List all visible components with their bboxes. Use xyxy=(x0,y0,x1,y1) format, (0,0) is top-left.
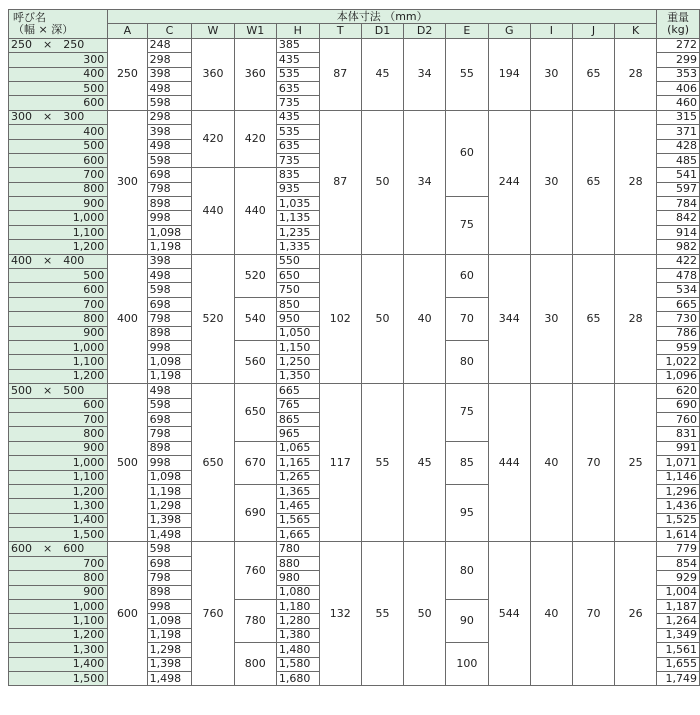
dim-t-cell: 132 xyxy=(319,542,361,686)
nominal-size-cell: 700 xyxy=(9,412,108,426)
dim-t-cell: 102 xyxy=(319,254,361,384)
dim-c-cell: 698 xyxy=(147,168,192,182)
dim-h-cell: 1,580 xyxy=(276,657,319,671)
nominal-size-cell: 800 xyxy=(9,312,108,326)
dim-k-cell: 26 xyxy=(615,542,657,686)
dim-w1-cell: 650 xyxy=(234,384,276,442)
dim-h-cell: 385 xyxy=(276,38,319,52)
nominal-size-cell: 900 xyxy=(9,326,108,340)
nominal-size-cell: 900 xyxy=(9,197,108,211)
dim-c-cell: 698 xyxy=(147,556,192,570)
dim-h-cell: 965 xyxy=(276,427,319,441)
dim-c-cell: 1,498 xyxy=(147,528,192,542)
nominal-size-cell: 500 xyxy=(9,139,108,153)
weight-cell: 422 xyxy=(657,254,700,268)
dim-c-cell: 1,498 xyxy=(147,671,192,685)
nominal-size-cell: 900 xyxy=(9,441,108,455)
dim-c-cell: 998 xyxy=(147,600,192,614)
weight-cell: 1,187 xyxy=(657,600,700,614)
weight-cell: 1,004 xyxy=(657,585,700,599)
weight-cell: 1,349 xyxy=(657,628,700,642)
nominal-size-cell: 800 xyxy=(9,571,108,585)
table-row xyxy=(9,384,700,398)
dim-c-cell: 298 xyxy=(147,53,192,67)
nominal-size-cell: 1,200 xyxy=(9,628,108,642)
weight-cell: 1,614 xyxy=(657,528,700,542)
nominal-size-cell: 1,400 xyxy=(9,513,108,527)
dim-h-cell: 635 xyxy=(276,81,319,95)
dim-j-cell: 70 xyxy=(572,542,614,686)
nominal-size-cell: 1,500 xyxy=(9,528,108,542)
nominal-size-cell: 800 xyxy=(9,182,108,196)
weight-cell: 1,525 xyxy=(657,513,700,527)
dim-d1-cell: 55 xyxy=(361,542,403,686)
weight-cell: 428 xyxy=(657,139,700,153)
dim-w-cell: 520 xyxy=(192,254,234,384)
dim-w1-cell: 540 xyxy=(234,297,276,340)
table-row xyxy=(9,254,700,268)
dim-e-cell: 60 xyxy=(446,254,488,297)
weight-cell: 1,264 xyxy=(657,614,700,628)
dim-h-cell: 1,250 xyxy=(276,355,319,369)
weight-cell: 1,146 xyxy=(657,470,700,484)
dim-i-cell: 40 xyxy=(530,542,572,686)
nominal-size-cell: 500 × 500 xyxy=(9,384,108,398)
weight-cell: 1,655 xyxy=(657,657,700,671)
nominal-size-cell: 300 × 300 xyxy=(9,110,108,124)
weight-cell: 760 xyxy=(657,412,700,426)
dim-h-cell: 1,680 xyxy=(276,671,319,685)
dim-c-cell: 498 xyxy=(147,139,192,153)
dim-g-cell: 244 xyxy=(488,110,530,254)
dim-c-cell: 1,098 xyxy=(147,225,192,239)
dim-h-cell: 980 xyxy=(276,571,319,585)
nominal-size-cell: 1,300 xyxy=(9,499,108,513)
dim-c-cell: 1,098 xyxy=(147,470,192,484)
nominal-size-cell: 600 xyxy=(9,398,108,412)
dim-c-cell: 498 xyxy=(147,269,192,283)
dim-w-cell: 760 xyxy=(192,542,234,686)
dim-c-cell: 1,198 xyxy=(147,628,192,642)
dim-c-cell: 898 xyxy=(147,441,192,455)
nominal-size-cell: 1,100 xyxy=(9,225,108,239)
nominal-size-cell: 1,000 xyxy=(9,211,108,225)
dim-c-cell: 998 xyxy=(147,211,192,225)
weight-cell: 665 xyxy=(657,297,700,311)
weight-cell: 353 xyxy=(657,67,700,81)
dim-h-cell: 550 xyxy=(276,254,319,268)
nominal-size-cell: 700 xyxy=(9,556,108,570)
dim-h-cell: 435 xyxy=(276,110,319,124)
dim-a-cell: 400 xyxy=(108,254,147,384)
dim-c-cell: 598 xyxy=(147,283,192,297)
dim-h-cell: 1,280 xyxy=(276,614,319,628)
dim-a-cell: 250 xyxy=(108,38,147,110)
weight-cell: 272 xyxy=(657,38,700,52)
header-name-col: 呼び名 （幅 × 深） xyxy=(9,10,108,39)
dim-c-cell: 398 xyxy=(147,67,192,81)
nominal-size-cell: 1,000 xyxy=(9,600,108,614)
dim-w-cell: 650 xyxy=(192,384,234,542)
nominal-size-cell: 600 xyxy=(9,153,108,167)
weight-cell: 730 xyxy=(657,312,700,326)
nominal-size-cell: 500 xyxy=(9,81,108,95)
dim-d2-cell: 50 xyxy=(404,542,446,686)
weight-cell: 1,096 xyxy=(657,369,700,383)
dim-d1-cell: 50 xyxy=(361,254,403,384)
dim-c-cell: 1,398 xyxy=(147,513,192,527)
dim-d2-cell: 40 xyxy=(404,254,446,384)
weight-cell: 786 xyxy=(657,326,700,340)
dim-t-cell: 87 xyxy=(319,38,361,110)
dim-h-cell: 1,180 xyxy=(276,600,319,614)
dim-w1-cell: 560 xyxy=(234,340,276,383)
dim-c-cell: 398 xyxy=(147,125,192,139)
dim-w-cell: 420 xyxy=(192,110,234,168)
dim-c-cell: 598 xyxy=(147,96,192,110)
header-col-c: C xyxy=(147,24,192,38)
header-col-h: H xyxy=(276,24,319,38)
dim-w-cell: 440 xyxy=(192,168,234,254)
dim-d1-cell: 55 xyxy=(361,384,403,542)
nominal-size-cell: 1,200 xyxy=(9,240,108,254)
dim-c-cell: 598 xyxy=(147,542,192,556)
weight-cell: 854 xyxy=(657,556,700,570)
dim-t-cell: 117 xyxy=(319,384,361,542)
dim-e-cell: 85 xyxy=(446,441,488,484)
nominal-size-cell: 400 xyxy=(9,67,108,81)
dim-c-cell: 298 xyxy=(147,110,192,124)
dim-h-cell: 865 xyxy=(276,412,319,426)
table-row xyxy=(9,38,700,52)
dim-e-cell: 55 xyxy=(446,38,488,110)
weight-cell: 959 xyxy=(657,340,700,354)
dim-c-cell: 998 xyxy=(147,340,192,354)
dim-h-cell: 1,335 xyxy=(276,240,319,254)
dim-w1-cell: 780 xyxy=(234,600,276,643)
header-weight-col: 重量 (kg) xyxy=(657,10,700,39)
table-row xyxy=(9,110,700,124)
nominal-size-cell: 500 xyxy=(9,269,108,283)
dim-j-cell: 65 xyxy=(572,38,614,110)
dim-a-cell: 600 xyxy=(108,542,147,686)
dim-h-cell: 735 xyxy=(276,153,319,167)
dim-d2-cell: 34 xyxy=(404,110,446,254)
weight-cell: 478 xyxy=(657,269,700,283)
weight-cell: 534 xyxy=(657,283,700,297)
dim-e-cell: 60 xyxy=(446,110,488,196)
weight-cell: 541 xyxy=(657,168,700,182)
nominal-size-cell: 600 xyxy=(9,283,108,297)
dim-c-cell: 498 xyxy=(147,81,192,95)
weight-cell: 1,436 xyxy=(657,499,700,513)
dim-w1-cell: 690 xyxy=(234,484,276,542)
nominal-size-cell: 600 xyxy=(9,96,108,110)
dim-h-cell: 1,165 xyxy=(276,456,319,470)
dim-g-cell: 444 xyxy=(488,384,530,542)
weight-cell: 779 xyxy=(657,542,700,556)
dim-j-cell: 65 xyxy=(572,110,614,254)
header-col-e: E xyxy=(446,24,488,38)
dim-h-cell: 1,565 xyxy=(276,513,319,527)
weight-cell: 1,561 xyxy=(657,643,700,657)
header-col-d1: D1 xyxy=(361,24,403,38)
dim-i-cell: 40 xyxy=(530,384,572,542)
header-col-t: T xyxy=(319,24,361,38)
nominal-size-cell: 400 × 400 xyxy=(9,254,108,268)
dim-w1-cell: 440 xyxy=(234,168,276,254)
weight-cell: 929 xyxy=(657,571,700,585)
nominal-size-cell: 300 xyxy=(9,53,108,67)
dim-i-cell: 30 xyxy=(530,38,572,110)
weight-cell: 690 xyxy=(657,398,700,412)
nominal-size-cell: 1,500 xyxy=(9,671,108,685)
dim-d2-cell: 45 xyxy=(404,384,446,542)
dim-c-cell: 398 xyxy=(147,254,192,268)
dim-h-cell: 1,235 xyxy=(276,225,319,239)
dim-c-cell: 798 xyxy=(147,427,192,441)
nominal-size-cell: 1,100 xyxy=(9,355,108,369)
dim-h-cell: 1,065 xyxy=(276,441,319,455)
dim-h-cell: 750 xyxy=(276,283,319,297)
dim-c-cell: 898 xyxy=(147,326,192,340)
dim-h-cell: 650 xyxy=(276,269,319,283)
header-col-d2: D2 xyxy=(404,24,446,38)
dim-c-cell: 798 xyxy=(147,571,192,585)
dim-w1-cell: 800 xyxy=(234,643,276,686)
dim-c-cell: 1,198 xyxy=(147,484,192,498)
dim-h-cell: 535 xyxy=(276,125,319,139)
dim-c-cell: 698 xyxy=(147,412,192,426)
weight-cell: 1,022 xyxy=(657,355,700,369)
weight-cell: 315 xyxy=(657,110,700,124)
nominal-size-cell: 1,000 xyxy=(9,340,108,354)
dim-k-cell: 28 xyxy=(615,254,657,384)
dim-c-cell: 698 xyxy=(147,297,192,311)
dim-h-cell: 935 xyxy=(276,182,319,196)
header-col-j: J xyxy=(572,24,614,38)
weight-cell: 460 xyxy=(657,96,700,110)
weight-cell: 597 xyxy=(657,182,700,196)
dim-c-cell: 1,098 xyxy=(147,614,192,628)
dim-h-cell: 1,265 xyxy=(276,470,319,484)
nominal-size-cell: 1,200 xyxy=(9,484,108,498)
dim-e-cell: 100 xyxy=(446,643,488,686)
weight-cell: 620 xyxy=(657,384,700,398)
dim-e-cell: 80 xyxy=(446,542,488,600)
dimensions-table xyxy=(8,9,700,686)
dim-e-cell: 70 xyxy=(446,297,488,340)
dim-h-cell: 1,665 xyxy=(276,528,319,542)
header-col-w: W xyxy=(192,24,234,38)
nominal-size-cell: 250 × 250 xyxy=(9,38,108,52)
dim-h-cell: 635 xyxy=(276,139,319,153)
dim-i-cell: 30 xyxy=(530,110,572,254)
header-col-k: K xyxy=(615,24,657,38)
dim-c-cell: 798 xyxy=(147,182,192,196)
weight-cell: 991 xyxy=(657,441,700,455)
dim-h-cell: 1,150 xyxy=(276,340,319,354)
dim-c-cell: 1,398 xyxy=(147,657,192,671)
dim-e-cell: 75 xyxy=(446,384,488,442)
dim-c-cell: 1,098 xyxy=(147,355,192,369)
header-col-i: I xyxy=(530,24,572,38)
dim-k-cell: 25 xyxy=(615,384,657,542)
dim-g-cell: 194 xyxy=(488,38,530,110)
nominal-size-cell: 1,300 xyxy=(9,643,108,657)
dim-d1-cell: 45 xyxy=(361,38,403,110)
dim-h-cell: 535 xyxy=(276,67,319,81)
dim-h-cell: 850 xyxy=(276,297,319,311)
dim-h-cell: 435 xyxy=(276,53,319,67)
weight-cell: 1,296 xyxy=(657,484,700,498)
dim-e-cell: 90 xyxy=(446,600,488,643)
dim-k-cell: 28 xyxy=(615,110,657,254)
dim-c-cell: 598 xyxy=(147,398,192,412)
dim-w1-cell: 420 xyxy=(234,110,276,168)
weight-cell: 371 xyxy=(657,125,700,139)
header-dims-group: 本体寸法 （mm） xyxy=(108,10,657,24)
dim-w1-cell: 760 xyxy=(234,542,276,600)
nominal-size-cell: 700 xyxy=(9,168,108,182)
dim-g-cell: 344 xyxy=(488,254,530,384)
nominal-size-cell: 1,400 xyxy=(9,657,108,671)
dim-w1-cell: 520 xyxy=(234,254,276,297)
header-col-g: G xyxy=(488,24,530,38)
dim-c-cell: 798 xyxy=(147,312,192,326)
header-col-a: A xyxy=(108,24,147,38)
dim-h-cell: 1,050 xyxy=(276,326,319,340)
dim-d1-cell: 50 xyxy=(361,110,403,254)
weight-cell: 299 xyxy=(657,53,700,67)
dim-h-cell: 1,380 xyxy=(276,628,319,642)
dim-a-cell: 300 xyxy=(108,110,147,254)
dim-c-cell: 598 xyxy=(147,153,192,167)
dim-h-cell: 780 xyxy=(276,542,319,556)
dim-w-cell: 360 xyxy=(192,38,234,110)
header-col-w1: W1 xyxy=(234,24,276,38)
nominal-size-cell: 1,100 xyxy=(9,614,108,628)
dim-c-cell: 1,198 xyxy=(147,240,192,254)
table-row xyxy=(9,542,700,556)
dim-h-cell: 1,465 xyxy=(276,499,319,513)
dim-h-cell: 1,350 xyxy=(276,369,319,383)
dim-c-cell: 248 xyxy=(147,38,192,52)
weight-cell: 1,749 xyxy=(657,671,700,685)
nominal-size-cell: 1,100 xyxy=(9,470,108,484)
nominal-size-cell: 900 xyxy=(9,585,108,599)
dim-h-cell: 665 xyxy=(276,384,319,398)
dim-h-cell: 735 xyxy=(276,96,319,110)
dim-c-cell: 998 xyxy=(147,456,192,470)
dim-c-cell: 1,298 xyxy=(147,643,192,657)
dim-k-cell: 28 xyxy=(615,38,657,110)
weight-cell: 982 xyxy=(657,240,700,254)
weight-cell: 914 xyxy=(657,225,700,239)
dim-h-cell: 1,365 xyxy=(276,484,319,498)
dim-h-cell: 950 xyxy=(276,312,319,326)
dim-c-cell: 898 xyxy=(147,585,192,599)
nominal-size-cell: 800 xyxy=(9,427,108,441)
dim-c-cell: 498 xyxy=(147,384,192,398)
dim-h-cell: 1,135 xyxy=(276,211,319,225)
weight-cell: 784 xyxy=(657,197,700,211)
dim-i-cell: 30 xyxy=(530,254,572,384)
dim-e-cell: 80 xyxy=(446,340,488,383)
nominal-size-cell: 600 × 600 xyxy=(9,542,108,556)
nominal-size-cell: 1,000 xyxy=(9,456,108,470)
dim-c-cell: 1,298 xyxy=(147,499,192,513)
dim-h-cell: 835 xyxy=(276,168,319,182)
dim-c-cell: 898 xyxy=(147,197,192,211)
dim-j-cell: 70 xyxy=(572,384,614,542)
weight-cell: 842 xyxy=(657,211,700,225)
nominal-size-cell: 1,200 xyxy=(9,369,108,383)
dim-c-cell: 1,198 xyxy=(147,369,192,383)
dim-h-cell: 765 xyxy=(276,398,319,412)
dim-j-cell: 65 xyxy=(572,254,614,384)
dim-e-cell: 95 xyxy=(446,484,488,542)
dim-h-cell: 1,080 xyxy=(276,585,319,599)
dim-a-cell: 500 xyxy=(108,384,147,542)
weight-cell: 406 xyxy=(657,81,700,95)
dim-g-cell: 544 xyxy=(488,542,530,686)
weight-cell: 1,071 xyxy=(657,456,700,470)
dim-e-cell: 75 xyxy=(446,197,488,255)
dim-w1-cell: 670 xyxy=(234,441,276,484)
weight-cell: 485 xyxy=(657,153,700,167)
dim-d2-cell: 34 xyxy=(404,38,446,110)
nominal-size-cell: 400 xyxy=(9,125,108,139)
dim-h-cell: 1,035 xyxy=(276,197,319,211)
nominal-size-cell: 700 xyxy=(9,297,108,311)
weight-cell: 831 xyxy=(657,427,700,441)
dim-h-cell: 1,480 xyxy=(276,643,319,657)
dim-t-cell: 87 xyxy=(319,110,361,254)
dim-h-cell: 880 xyxy=(276,556,319,570)
spec-table-container xyxy=(8,9,700,686)
dim-w1-cell: 360 xyxy=(234,38,276,110)
